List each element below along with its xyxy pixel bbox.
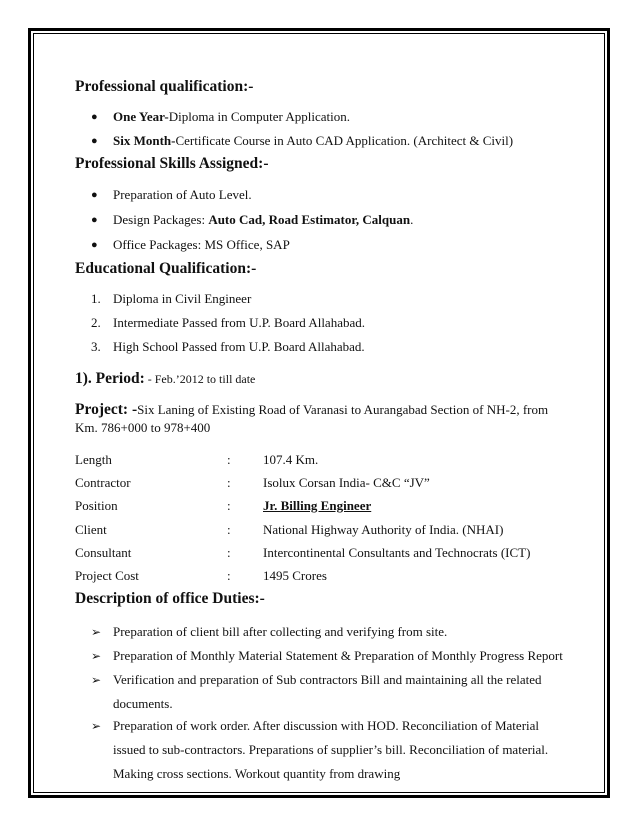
qualification-item-bold: One Year- (113, 109, 169, 124)
qualification-item (113, 133, 513, 149)
list-number: 2. (91, 315, 101, 330)
duties-heading: Description of office Duties:- (75, 590, 265, 607)
period-label: 1). Period: (75, 370, 145, 387)
detail-value: Isolux Corsan India- C&C “JV” (263, 475, 430, 490)
detail-separator: : (227, 475, 231, 490)
duty-item: Verification and preparation of Sub contractors Bill and maintaining all the related (113, 672, 542, 687)
duty-item-continued: documents. (113, 696, 173, 711)
detail-row (75, 452, 585, 470)
skill-item: Preparation of Auto Level. (113, 187, 252, 202)
detail-separator: : (227, 452, 231, 467)
skill-item-text: Design Packages: (113, 212, 209, 227)
detail-value: Intercontinental Consultants and Technocrats (ICT) (263, 545, 531, 560)
duty-item-continued: Making cross sections. Workout quantity from drawing (113, 766, 401, 781)
skill-item-bold: Auto Cad, Road Estimator, Calquan (208, 212, 411, 227)
bullet-icon: ● (91, 189, 98, 201)
duty-item: Preparation of Monthly Material Statement & Preparation of Monthly Progress Report (113, 648, 563, 663)
arrow-bullet-icon: ➢ (91, 719, 102, 733)
detail-separator: : (227, 568, 231, 583)
detail-row (75, 498, 585, 516)
bullet-icon: ● (91, 239, 98, 251)
arrow-bullet-icon: ➢ (91, 673, 102, 687)
professional-skills-heading: Professional Skills Assigned:- (75, 155, 269, 172)
project-dash: - (128, 401, 138, 418)
detail-key: Client (75, 522, 107, 537)
arrow-bullet-icon: ➢ (91, 625, 102, 639)
detail-separator: : (227, 522, 231, 537)
professional-qualification-heading: Professional qualification:- (75, 78, 254, 95)
detail-key: Length (75, 452, 112, 467)
education-item: Intermediate Passed from U.P. Board Allahabad. (113, 315, 365, 330)
education-item: Diploma in Civil Engineer (113, 291, 252, 306)
period-value: - Feb.’2012 to till date (144, 372, 256, 386)
education-item: High School Passed from U.P. Board Allahabad. (113, 339, 365, 354)
duty-item: Preparation of work order. After discussion with HOD. Reconciliation of Material (113, 718, 540, 733)
detail-row (75, 522, 585, 540)
detail-key: Position (75, 498, 118, 513)
period-line (75, 370, 255, 388)
detail-value: National Highway Authority of India. (NHAI) (263, 522, 504, 537)
list-number: 3. (91, 339, 101, 354)
project-line-1 (75, 401, 548, 419)
position-value: Jr. Billing Engineer (263, 498, 372, 513)
project-description: Six Laning of Existing Road of Varanasi to Aurangabad Section of NH-2, from (137, 402, 549, 417)
detail-row (75, 475, 585, 493)
qualification-item-text: Diploma in Computer Application. (168, 109, 350, 124)
skill-item-suffix: . (410, 212, 414, 227)
bullet-icon: ● (91, 111, 98, 123)
duty-item-continued: issued to sub-contractors. Preparations of supplier’s bill. Reconciliation of material. (113, 742, 549, 757)
detail-value: 1495 Crores (263, 568, 327, 583)
qualification-item-text: Certificate Course in Auto CAD Application. (Architect & Civil) (175, 133, 514, 148)
list-number: 1. (91, 291, 101, 306)
detail-value: 107.4 Km. (263, 452, 319, 467)
qualification-item (113, 109, 350, 125)
detail-separator: : (227, 545, 231, 560)
detail-row (75, 545, 585, 563)
skill-item: Office Packages: MS Office, SAP (113, 237, 290, 252)
detail-separator: : (227, 498, 231, 513)
detail-key: Project Cost (75, 568, 139, 583)
detail-row (75, 568, 585, 586)
bullet-icon: ● (91, 214, 98, 226)
skill-item (113, 212, 413, 228)
bullet-icon: ● (91, 135, 98, 147)
educational-qualification-heading: Educational Qualification:- (75, 260, 257, 277)
duty-item: Preparation of client bill after collecting and verifying from site. (113, 624, 448, 639)
detail-key: Consultant (75, 545, 132, 560)
project-line-2: Km. 786+000 to 978+400 (75, 420, 211, 435)
detail-key: Contractor (75, 475, 131, 490)
qualification-item-bold: Six Month- (113, 133, 176, 148)
arrow-bullet-icon: ➢ (91, 649, 102, 663)
project-label: Project: (75, 401, 129, 418)
